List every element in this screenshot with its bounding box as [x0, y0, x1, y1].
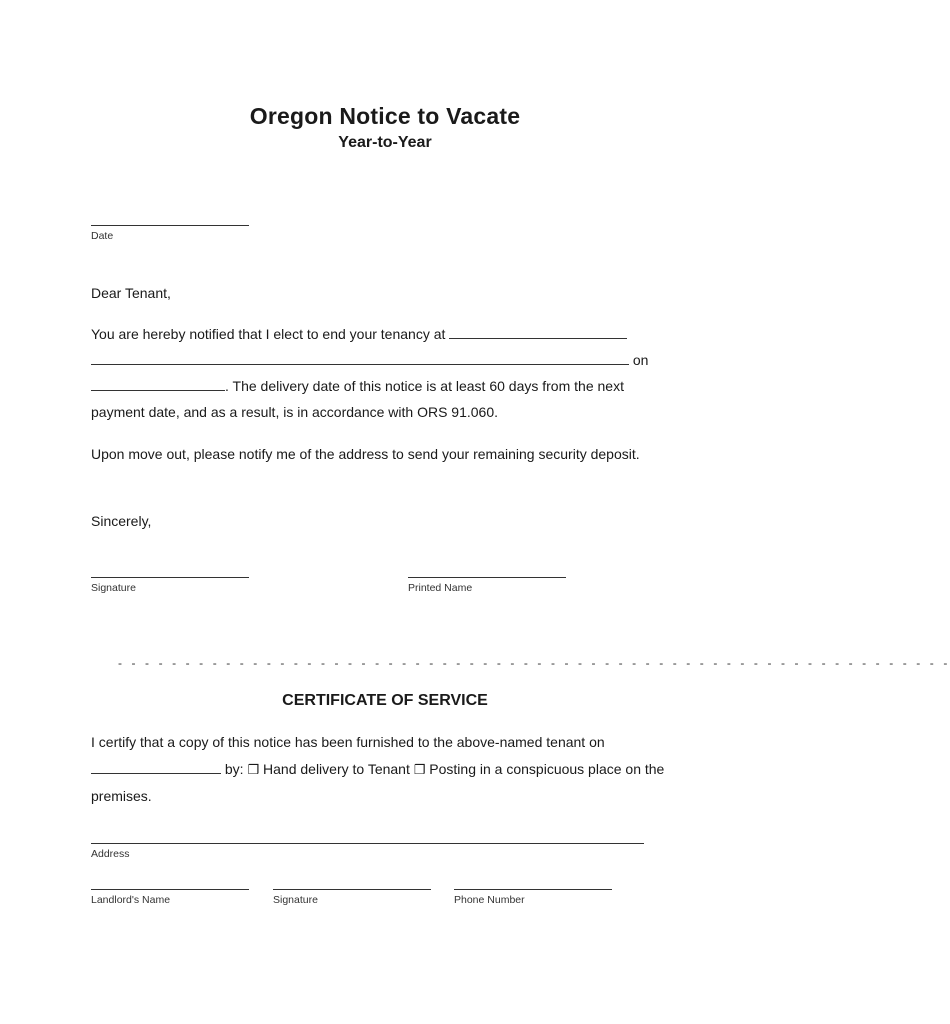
termination-date-blank[interactable]	[91, 378, 225, 391]
phone-number-line[interactable]	[454, 889, 612, 890]
certificate-title: CERTIFICATE OF SERVICE	[282, 692, 488, 709]
document-title: Oregon Notice to Vacate	[249, 103, 521, 129]
certificate-signature-line[interactable]	[273, 889, 431, 890]
document-subtitle: Year-to-Year	[338, 134, 432, 151]
termination-text-end: . The delivery date of this notice is at least 60 days from the next payment date, and as a result, is in accordance with ORS 91.060.	[91, 378, 624, 420]
address-caption: Address	[91, 848, 130, 860]
signature-line[interactable]	[91, 577, 249, 578]
on-word: on	[632, 352, 649, 368]
greeting: Dear Tenant,	[91, 285, 171, 301]
deposit-paragraph: Upon move out, please notify me of the address to send your remaining security deposit.	[91, 446, 640, 462]
posting-checkbox[interactable]: ❒	[413, 762, 426, 777]
printed-name-line[interactable]	[408, 577, 566, 578]
printed-name-caption: Printed Name	[408, 582, 473, 594]
service-date-blank[interactable]	[91, 761, 221, 774]
date-caption: Date	[91, 230, 114, 242]
certificate-text: I certify that a copy of this notice has been furnished to the above-named tenant on	[91, 734, 605, 750]
date-line[interactable]	[91, 225, 249, 226]
phone-number-caption: Phone Number	[454, 894, 525, 906]
signature-caption: Signature	[91, 582, 136, 594]
certificate-signature-caption: Signature	[273, 894, 318, 906]
termination-text-start: You are hereby notified that I elect to end your tenancy at	[91, 326, 446, 342]
hand-delivery-label: Hand delivery to Tenant	[263, 761, 410, 777]
cut-separator: - - - - - - - - - - - - - - - - - - - - - - - - - - - - - - - - - - - - - - - - - - - - - - - - - - - - - - - - - - - - - -	[118, 656, 950, 670]
property-address-blank[interactable]	[449, 326, 627, 339]
closing: Sincerely,	[91, 513, 152, 529]
address-line[interactable]	[91, 843, 644, 844]
by-word: by:	[224, 761, 244, 777]
landlord-name-caption: Landlord's Name	[91, 894, 171, 906]
hand-delivery-checkbox[interactable]: ❒	[247, 762, 260, 777]
landlord-name-line[interactable]	[91, 889, 249, 890]
property-address-blank-continued[interactable]	[91, 352, 629, 365]
certificate-paragraph	[91, 729, 681, 810]
posting-label: Posting in a conspicuous place on the premises.	[91, 761, 665, 804]
termination-paragraph	[91, 321, 681, 425]
